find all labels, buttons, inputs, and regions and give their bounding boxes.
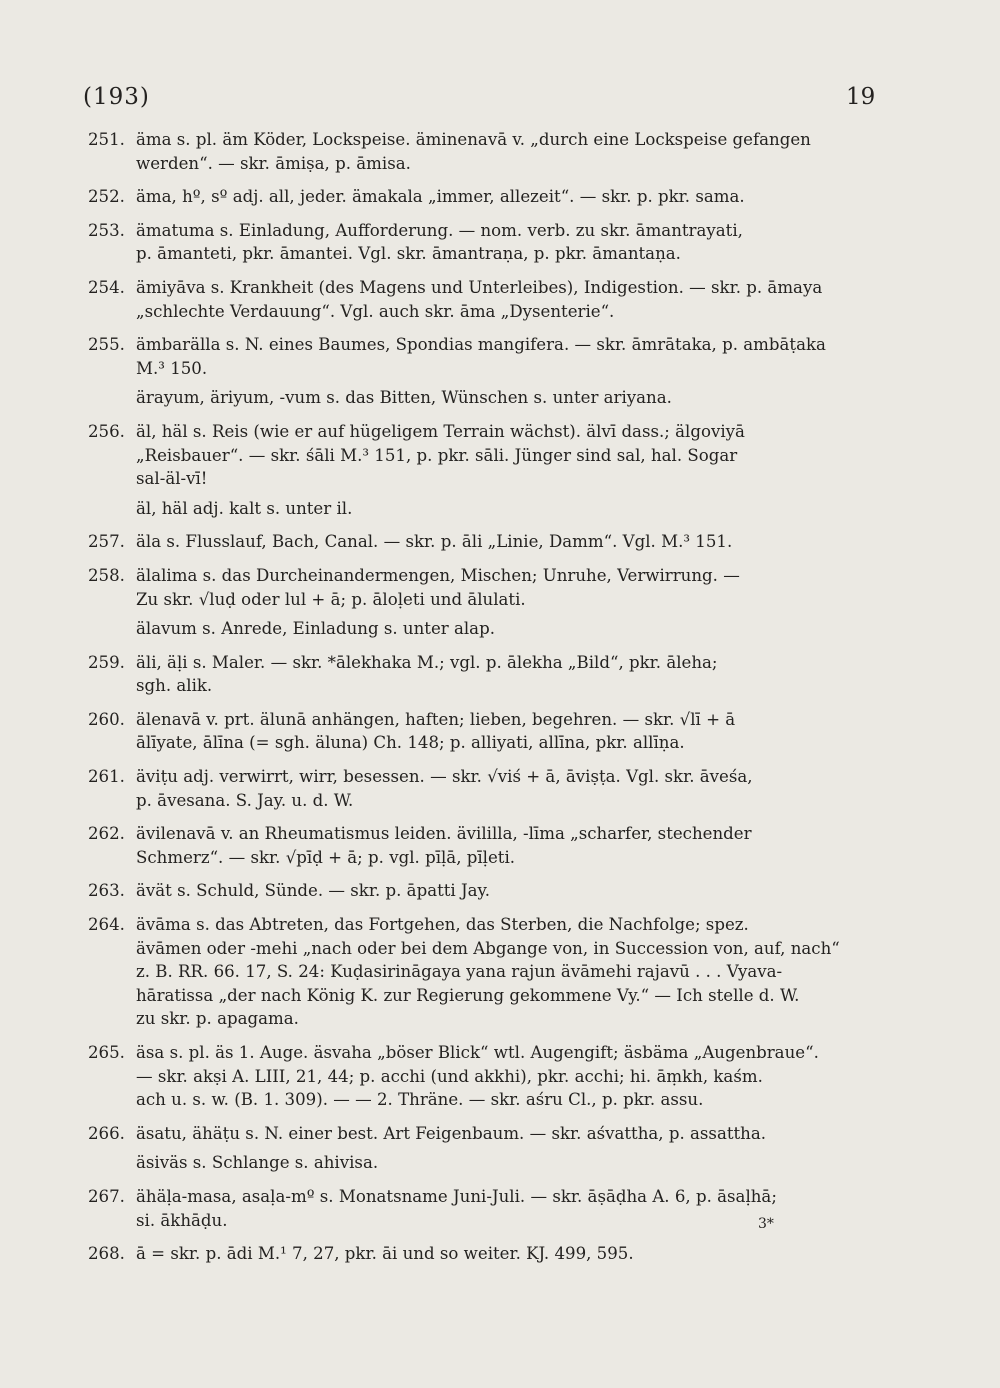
- entry-line: werden“. — skr. āmiṣa, p. āmisa.: [136, 153, 411, 173]
- entry-number: 254.: [88, 277, 125, 297]
- entry-number: 257.: [88, 532, 125, 552]
- entry-number: 256.: [88, 421, 125, 441]
- entry-number: 262.: [88, 824, 125, 844]
- entry-number: 255.: [88, 335, 125, 355]
- entry-line: ähäḷa-masa, asaḷa-mº s. Monatsname Juni-Juli. — skr. āṣāḍha A. 6, p. āsaḷhā;: [136, 1186, 777, 1206]
- entry-line: ävāma s. das Abtreten, das Fortgehen, das Sterben, die Nachfolge; spez.: [136, 915, 749, 935]
- entry-number: 252.: [88, 187, 125, 207]
- entry-line: Schmerz“. — skr. √pīḍ + ā; p. vgl. pīḷā, pīḷeti.: [136, 847, 516, 867]
- entry-line: äla s. Flusslauf, Bach, Canal. — skr. p. āli „Linie, Damm“. Vgl. M.³ 151.: [136, 532, 733, 552]
- entry-number: 268.: [88, 1244, 125, 1264]
- dictionary-entry: [86, 617, 886, 641]
- entry-line: ävāmen oder -mehi „nach oder bei dem Abgange von, in Succession von, auf, nach“: [136, 938, 840, 958]
- entry-line: äviṭu adj. verwirrt, wirr, besessen. — skr. √viś + ā, āviṣṭa. Vgl. skr. āveśa,: [136, 767, 753, 787]
- dictionary-entry: [86, 1041, 886, 1112]
- entry-line: äma, hº, sº adj. all, jeder. ämakala „immer, allezeit“. — skr. p. pkr. sama.: [136, 187, 745, 207]
- dictionary-entry: [86, 822, 886, 869]
- entry-number: 266.: [88, 1123, 125, 1143]
- entry-line: ärayum, äriyum, -vum s. das Bitten, Wünschen s. unter ariyana.: [136, 388, 672, 408]
- entry-number: 264.: [88, 915, 125, 935]
- entry-line: sal-äl-vī!: [136, 469, 208, 489]
- entry-line: ämbarälla s. N. eines Baumes, Spondias mangifera. — skr. āmrātaka, p. ambāṭaka: [136, 335, 826, 355]
- entry-number: 253.: [88, 220, 125, 240]
- entry-line: z. B. RR. 66. 17, S. 24: Kuḍasirināgaya yana rajun ävāmehi rajavū . . . Vyava-: [136, 962, 783, 982]
- dictionary-entry: [86, 1122, 886, 1146]
- entry-number: 258.: [88, 565, 125, 585]
- dictionary-entry: [86, 564, 886, 611]
- entry-line: ävät s. Schuld, Sünde. — skr. p. āpatti Jay.: [136, 881, 491, 901]
- dictionary-entries: [86, 128, 886, 1276]
- dictionary-entry: [86, 219, 886, 266]
- entry-line: ach u. s. w. (B. 1. 309). — — 2. Thräne. — skr. aśru Cl., p. pkr. assu.: [136, 1090, 704, 1110]
- entry-line: M.³ 150.: [136, 358, 208, 378]
- dictionary-entry: [86, 420, 886, 491]
- entry-line: „Reisbauer“. — skr. śāli M.³ 151, p. pkr. sāli. Jünger sind sal, hal. Sogar: [136, 445, 738, 465]
- entry-line: äl, häl adj. kalt s. unter il.: [136, 498, 353, 518]
- entry-line: ämiyāva s. Krankheit (des Magens und Unterleibes), Indigestion. — skr. p. āmaya: [136, 277, 823, 297]
- entry-line: ālīyate, ālīna (= sgh. äluna) Ch. 148; p. alliyati, allīna, pkr. allīṇa.: [136, 733, 685, 753]
- entry-line: älavum s. Anrede, Einladung s. unter alap.: [136, 619, 495, 639]
- dictionary-entry: [86, 333, 886, 380]
- dictionary-entry: [86, 708, 886, 755]
- entry-line: äsiväs s. Schlange s. ahivisa.: [136, 1153, 379, 1173]
- entry-line: p. āmanteti, pkr. āmantei. Vgl. skr. āmantraṇa, p. pkr. āmantaṇa.: [136, 244, 681, 264]
- dictionary-entry: [86, 1242, 886, 1266]
- entry-line: Zu skr. √luḍ oder lul + ā; p. āloḷeti und ālulati.: [136, 589, 526, 609]
- entry-number: 251.: [88, 130, 125, 149]
- entry-number: 260.: [88, 709, 125, 729]
- dictionary-entry: [86, 765, 886, 812]
- dictionary-entry: [86, 651, 886, 698]
- dictionary-entry: [86, 879, 886, 903]
- entry-line: älalima s. das Durcheinandermengen, Mischen; Unruhe, Verwirrung. —: [136, 565, 740, 585]
- entry-number: 261.: [88, 767, 125, 787]
- dictionary-entry: [86, 386, 886, 410]
- entry-number: 265.: [88, 1043, 125, 1062]
- entry-number: 267.: [88, 1186, 125, 1206]
- entry-line: hāratissa „der nach König K. zur Regierung gekommene Vy.“ — Ich stelle d. W.: [136, 985, 800, 1005]
- entry-number: 259.: [88, 652, 125, 672]
- dictionary-entry: [86, 530, 886, 554]
- entry-line: sgh. alik.: [136, 676, 213, 696]
- entry-line: ävilenavā v. an Rheumatismus leiden. ävililla, -līma „scharfer, stechender: [136, 824, 752, 844]
- entry-line: älenavā v. prt. älunā anhängen, haften; lieben, begehren. — skr. √lī + ā: [136, 709, 736, 729]
- dictionary-entry: [86, 497, 886, 521]
- entry-line: äl, häl s. Reis (wie er auf hügeligem Terrain wächst). älvī dass.; älgoviyā: [136, 421, 745, 441]
- entry-number: 263.: [88, 881, 125, 901]
- entry-line: si. ākhāḍu.: [136, 1210, 228, 1230]
- page-header-left: (193): [83, 84, 150, 110]
- dictionary-entry: [86, 1151, 886, 1175]
- entry-line: p. āvesana. S. Jay. u. d. W.: [136, 790, 354, 810]
- entry-line: zu skr. p. apagama.: [136, 1009, 299, 1029]
- dictionary-entry: [86, 913, 886, 1031]
- page-number: 19: [846, 84, 876, 110]
- entry-line: ā = skr. p. ādi M.¹ 7, 27, pkr. āi und so weiter. KJ. 499, 595.: [136, 1244, 634, 1264]
- dictionary-entry: [86, 276, 886, 323]
- dictionary-entry: [86, 128, 886, 175]
- entry-line: äma s. pl. äm Köder, Lockspeise. äminenavā v. „durch eine Lockspeise gefangen: [136, 130, 811, 149]
- dictionary-entry: [86, 185, 886, 209]
- entry-line: ämatuma s. Einladung, Aufforderung. — nom. verb. zu skr. āmantrayati,: [136, 220, 743, 240]
- entry-line: äli, äḷi s. Maler. — skr. *ālekhaka M.; vgl. p. ālekha „Bild“, pkr. āleha;: [136, 652, 718, 672]
- entry-line: — skr. akṣi A. LIII, 21, 44; p. acchi (und akkhi), pkr. acchi; hi. āṃkh, kaśm.: [136, 1066, 763, 1086]
- entry-line: äsa s. pl. äs 1. Auge. äsvaha „böser Blick“ wtl. Augengift; äsbäma „Augenbraue“.: [136, 1043, 819, 1062]
- signature-mark: 3*: [758, 1216, 774, 1232]
- entry-line: äsatu, ähäṭu s. N. einer best. Art Feigenbaum. — skr. aśvattha, p. assattha.: [136, 1123, 767, 1143]
- entry-line: „schlechte Verdauung“. Vgl. auch skr. āma „Dysenterie“.: [136, 301, 615, 321]
